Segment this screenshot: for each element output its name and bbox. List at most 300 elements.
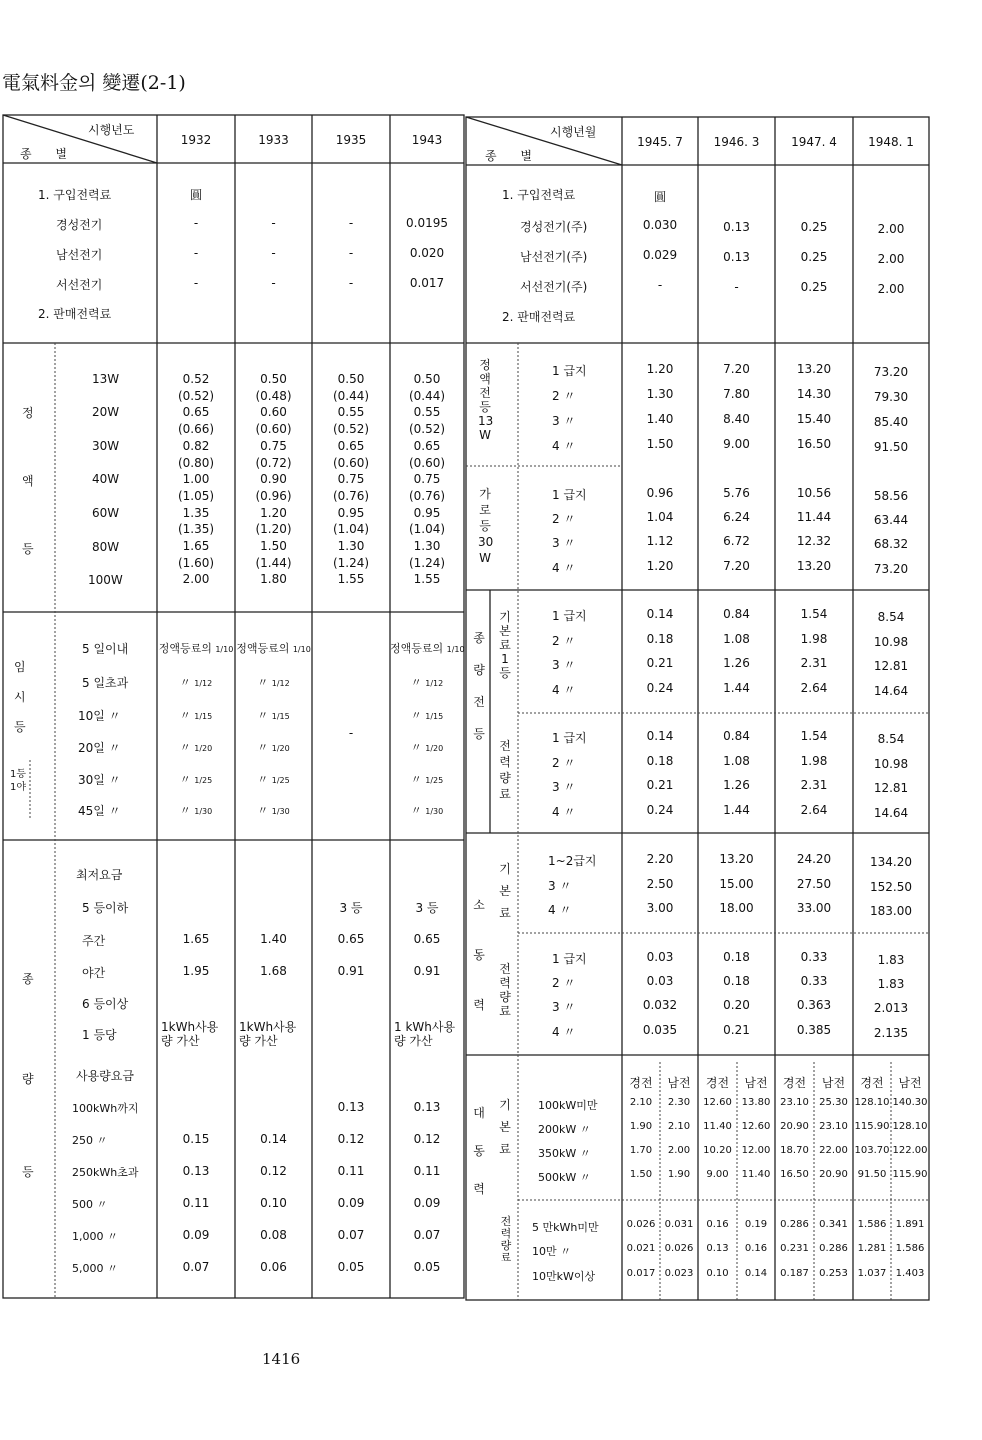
temp-rate-text: 〃 (179, 709, 195, 722)
temp-rate-fraction: 1/30 (271, 807, 290, 816)
rate-cell: 12.00 (741, 1145, 771, 1156)
rate-cell: 0.84 (723, 607, 750, 621)
rate-cell: 1.20 (646, 362, 674, 376)
flat-rate-cell: 0.65 (413, 438, 441, 453)
cell: - (193, 276, 199, 290)
temp-label: 30일 〃 (78, 773, 121, 787)
rate-cell: 1.98 (800, 632, 828, 646)
rate-cell: 11.40 (703, 1121, 732, 1132)
company-header: 경전 (705, 1076, 730, 1090)
flat-rate-cell: (0.96) (255, 488, 292, 503)
temp-rate-text: 〃 (410, 709, 426, 722)
rate-cell: 0.286 (780, 1219, 809, 1230)
temp-rate-cell (235, 771, 312, 787)
rate-cell: 0.023 (664, 1268, 694, 1279)
flat-rate-cell: (0.72) (255, 455, 292, 470)
flat-rate-cell: 1.55 (337, 572, 365, 587)
cell: 0.25 (800, 280, 828, 294)
flat-rate-cell: 0.52 (182, 372, 210, 386)
flat-rate-cell: (0.60) (332, 455, 370, 470)
metered-label: 주간 (82, 934, 106, 948)
rate-cell: 16.50 (780, 1169, 809, 1180)
flat-rate-cell: (0.66) (177, 422, 215, 437)
flat-rate-cell: 0.65 (182, 405, 210, 420)
temp-rate-cell (235, 707, 312, 723)
rate-cell: 10.98 (873, 635, 909, 649)
company-label: 경성전기 (56, 218, 103, 232)
rate-cell: 1.83 (877, 977, 905, 991)
date-header: 1948. 1 (868, 135, 914, 149)
side-label: 대동력 (473, 1106, 485, 1196)
unit-label: 圓 (653, 190, 666, 204)
rate-cell: 0.16 (744, 1243, 768, 1254)
flat-rate-cell: 1.00 (182, 472, 210, 487)
rate-cell: 1.40 (646, 412, 674, 426)
rate-cell: 122.00 (892, 1145, 928, 1156)
temp-rate-fraction: 1/25 (425, 776, 444, 785)
grade-label: 2 〃 (552, 976, 576, 990)
rate-cell: 63.44 (873, 513, 909, 527)
temp-label: 10일 〃 (78, 709, 121, 723)
flat-rate-cell: 0.65 (337, 438, 365, 453)
flat-rate-cell: 0.50 (413, 372, 441, 386)
flat-rate-cell: (1.44) (255, 555, 292, 570)
temp-rate-fraction: 1/15 (271, 712, 290, 721)
metered-label: 5,000 〃 (72, 1262, 118, 1275)
flat-rate-cell: (1.35) (177, 522, 215, 537)
rate-cell: 115.90 (892, 1169, 928, 1180)
metered-cell: 0.65 (337, 932, 365, 946)
rate-cell: 1.586 (895, 1243, 925, 1254)
side-label: 가로등 30 W (478, 487, 494, 565)
flat-rate-cell: (1.04) (332, 522, 370, 537)
year-header: 1935 (335, 133, 367, 147)
flat-rate-cell: (0.48) (255, 388, 292, 403)
temp-rate-fraction: 1/10 (446, 645, 465, 654)
rate-cell: 152.50 (870, 880, 912, 894)
rate-cell: 2.31 (800, 778, 828, 792)
temp-rate-fraction: 1/20 (194, 744, 213, 753)
metered-label: 최저요금 (76, 868, 123, 882)
section-title: 2. 판매전력료 (502, 310, 576, 324)
metered-label: 1 등당 (82, 1028, 117, 1042)
temp-rate-text: 정액등료의 (236, 642, 293, 655)
grade-label: 4 〃 (552, 1025, 576, 1039)
rate-cell: 12.32 (796, 534, 832, 548)
grade-label: 1 급지 (552, 952, 587, 966)
rate-cell: 0.286 (819, 1243, 848, 1254)
grade-label: 3 〃 (552, 414, 576, 428)
sub-label: 전력량료 (499, 739, 511, 801)
metered-cell: 1.95 (182, 964, 210, 978)
temp-label: 45일 〃 (78, 804, 121, 818)
rate-cell: 0.33 (800, 950, 828, 964)
company-header: 남전 (667, 1076, 691, 1090)
rate-cell: 1.30 (646, 387, 674, 401)
side-label: 량 (22, 1072, 34, 1086)
metered-label: 1,000 〃 (72, 1230, 118, 1243)
capacity-label: 500kW 〃 (538, 1171, 591, 1184)
metered-cell: 0.12 (413, 1132, 441, 1146)
rate-cell: 0.341 (819, 1219, 848, 1230)
metered-cell: 0.11 (337, 1164, 365, 1178)
usage-label: 5 만kWh미만 (532, 1221, 599, 1234)
rate-cell: 13.20 (719, 852, 754, 866)
rate-cell: 1.50 (629, 1169, 653, 1180)
side-label: 임 (14, 660, 26, 674)
metered-cell: 0.13 (182, 1164, 210, 1178)
rate-cell: 5.76 (723, 486, 750, 500)
flat-rate-cell: (1.60) (177, 555, 215, 570)
sub-label: 기본료 (499, 1098, 511, 1156)
rate-cell: 2.64 (800, 803, 828, 817)
rate-cell: 15.40 (796, 412, 832, 426)
grade-label: 3 〃 (552, 536, 576, 550)
rate-cell: 115.90 (854, 1121, 890, 1132)
usage-label: 10만 〃 (532, 1245, 572, 1258)
cell: - (657, 278, 663, 292)
temp-rate-fraction: 1/12 (271, 679, 290, 688)
temp-rate-fraction: 1/25 (194, 776, 213, 785)
rate-cell: 12.60 (703, 1097, 732, 1108)
temp-rate-fraction: 1/20 (271, 744, 290, 753)
grade-label: 4 〃 (548, 903, 572, 917)
temp-rate-fraction: 1/12 (425, 679, 444, 688)
flat-rate-cell: 1.80 (260, 572, 287, 587)
rate-cell: 1.403 (895, 1268, 925, 1279)
date-header: 1947. 4 (791, 135, 837, 149)
temp-rate-fraction: 1/20 (425, 744, 444, 753)
usage-label: 10만kW이상 (532, 1270, 596, 1283)
rate-cell: 0.21 (646, 778, 674, 792)
temp-rate-text: 〃 (257, 773, 272, 786)
year-header: 1932 (180, 133, 212, 147)
cell: 0.13 (723, 220, 750, 234)
flat-rate-cell: 1.55 (413, 572, 441, 587)
rate-cell: 128.10 (854, 1097, 890, 1108)
flat-rate-cell: (0.60) (255, 422, 292, 437)
temp-rate-fraction: 1/10 (292, 645, 311, 654)
cell: 2.00 (877, 252, 905, 266)
rate-cell: 1.586 (857, 1219, 887, 1230)
cell: 2.00 (877, 222, 905, 236)
flat-rate-cell: 0.82 (182, 438, 210, 453)
company-label: 남선전기(주) (520, 250, 588, 264)
grade-label: 4 〃 (552, 561, 576, 575)
rate-cell: 73.20 (873, 562, 909, 576)
metered-cell: 0.13 (337, 1100, 365, 1114)
rate-cell: 7.80 (723, 387, 750, 401)
rate-cell: 0.231 (780, 1243, 809, 1254)
rate-cell: 0.14 (744, 1268, 768, 1279)
metered-cell: 0.12 (337, 1132, 365, 1146)
temp-rate-text: 정액등료의 (390, 642, 447, 655)
rate-cell: 0.19 (744, 1219, 768, 1230)
rate-cell: 0.026 (626, 1219, 656, 1230)
metered-cell: 0.14 (260, 1132, 287, 1146)
rate-cell: 1.90 (629, 1121, 653, 1132)
rate-cell: 85.40 (873, 415, 909, 429)
rate-cell: 14.64 (873, 684, 909, 698)
rate-cell: 1.70 (629, 1145, 653, 1156)
rate-cell: 1.08 (723, 632, 750, 646)
temp-rate-fraction: 1/15 (425, 712, 444, 721)
temp-rate-cell (157, 640, 235, 656)
rate-cell: 25.30 (819, 1097, 848, 1108)
rate-cell: 20.90 (780, 1121, 809, 1132)
side-note: 1등 1야 (10, 769, 27, 793)
metered-cell: 0.10 (260, 1196, 287, 1210)
metered-label: 6 등이상 (82, 997, 129, 1011)
temp-rate-text: 〃 (257, 709, 272, 722)
flat-rate-cell: 1.30 (337, 539, 365, 553)
section-title: 1. 구입전력료 (38, 188, 112, 202)
dash-cell: - (348, 726, 354, 740)
rate-cell: 3.00 (646, 901, 674, 915)
flat-rate-cell: 0.55 (413, 405, 441, 420)
rate-cell: 0.253 (819, 1268, 848, 1279)
rate-cell: 6.72 (723, 534, 750, 548)
rate-cell: 0.363 (796, 998, 832, 1012)
side-label: 등 (22, 1165, 34, 1179)
cell: - (348, 216, 354, 230)
rate-cell: 1.54 (800, 607, 828, 621)
cell: 0.25 (800, 220, 828, 234)
temp-rate-cell (390, 707, 464, 723)
flat-rate-cell: (0.52) (332, 422, 370, 437)
left-corner-top: 시행년도 (88, 123, 135, 137)
metered-cell: 0.07 (182, 1260, 210, 1274)
side-label: 시 (14, 690, 26, 704)
temp-rate-cell (157, 674, 235, 690)
side-label: 종량전등 (473, 631, 485, 741)
company-label: 서선전기 (56, 278, 103, 292)
rate-cell: 16.50 (796, 437, 832, 451)
metered-label: 250 〃 (72, 1134, 108, 1147)
grade-label: 2 〃 (552, 389, 576, 403)
temp-rate-cell (157, 802, 235, 818)
metered-cell: 0.11 (182, 1196, 210, 1210)
company-header: 경전 (629, 1076, 653, 1090)
grade-label: 1 급지 (552, 488, 587, 502)
flat-rate-cell: 2.00 (182, 572, 210, 587)
temp-rate-text: 〃 (179, 741, 195, 754)
rate-cell: 1.44 (723, 803, 750, 817)
rate-cell: 10.56 (796, 486, 832, 500)
flat-rate-cell: 1.20 (260, 505, 287, 520)
rate-cell: 0.13 (706, 1243, 729, 1254)
cell: 2.00 (877, 282, 905, 296)
cell: 0.017 (409, 276, 445, 290)
temp-label: 20일 〃 (78, 741, 121, 755)
temp-rate-text: 〃 (410, 741, 426, 754)
company-header: 남전 (898, 1076, 922, 1090)
temp-rate-text: 〃 (257, 804, 272, 817)
metered-cell: 1.40 (260, 932, 287, 946)
rate-cell: 14.64 (873, 806, 909, 820)
flat-rate-cell: (1.20) (255, 522, 292, 537)
rate-cell: 15.00 (719, 877, 754, 891)
grade-label: 1 급지 (552, 364, 587, 378)
flat-rate-cell: 0.60 (260, 405, 287, 420)
rate-cell: 7.20 (723, 559, 750, 573)
temp-rate-cell (235, 640, 312, 656)
cell: - (271, 246, 276, 260)
metered-cell: 0.07 (337, 1228, 365, 1242)
rate-cell: 0.18 (723, 950, 750, 964)
rate-cell: 183.00 (870, 904, 912, 918)
capacity-label: 350kW 〃 (538, 1147, 591, 1160)
flat-rate-cell: 1.30 (413, 539, 441, 553)
cell: 0.13 (723, 250, 750, 264)
rate-cell: 0.96 (646, 486, 674, 500)
rate-cell: 1.04 (646, 510, 674, 524)
rate-cell: 12.60 (741, 1121, 771, 1132)
rate-cell: 1.26 (723, 656, 750, 670)
cell: 0.030 (642, 218, 678, 232)
flat-rate-cell: 0.75 (337, 472, 365, 487)
cell: - (348, 276, 354, 290)
date-header: 1945. 7 (637, 135, 683, 149)
rate-cell: 12.81 (873, 781, 909, 795)
side-label: 소동력 (473, 898, 485, 1012)
cell: - (271, 216, 276, 230)
page-title: 電氣料金의 變遷(2-1) (2, 72, 186, 94)
flat-rate-cell: 0.50 (260, 372, 287, 386)
flat-rate-cell: (0.80) (177, 455, 215, 470)
rate-cell: 10.20 (703, 1145, 732, 1156)
side-label: 등 (22, 542, 34, 556)
rate-cell: 0.03 (646, 950, 674, 964)
wattage-label: 20W (92, 405, 120, 419)
company-header: 남전 (744, 1076, 768, 1090)
rate-cell: 0.032 (642, 998, 678, 1012)
wattage-label: 40W (92, 472, 120, 486)
flat-rate-cell: 0.55 (337, 405, 365, 420)
rate-cell: 103.70 (854, 1145, 890, 1156)
metered-cell: 0.08 (260, 1228, 287, 1242)
metered-label: 5 등이하 (82, 901, 129, 915)
sub-label: 기본료 (499, 862, 511, 920)
rate-cell: 0.18 (646, 632, 674, 646)
cell: - (193, 216, 199, 230)
right-corner-bottom: 종 별 (485, 149, 542, 163)
rate-cell: 2.20 (646, 852, 674, 866)
flat-rate-cell: (0.76) (408, 488, 446, 503)
company-label: 남선전기 (56, 248, 103, 262)
flat-rate-cell: (1.24) (332, 555, 370, 570)
metered-label: 야간 (82, 966, 106, 980)
flat-rate-cell: 0.90 (260, 472, 287, 487)
rate-cell: 134.20 (870, 855, 912, 869)
rate-cell: 0.18 (646, 754, 674, 768)
year-header: 1943 (411, 133, 443, 147)
temp-rate-text: 〃 (410, 773, 426, 786)
metered-cell: 1.68 (260, 964, 287, 978)
rate-cell: 0.21 (646, 656, 674, 670)
metered-cell: 0.65 (413, 932, 441, 946)
rate-cell: 0.031 (664, 1219, 694, 1230)
metered-cell: 1.65 (182, 932, 210, 946)
side-label: 정 (22, 406, 34, 420)
temp-rate-text: 〃 (257, 741, 272, 754)
section-title: 2. 판매전력료 (38, 307, 112, 321)
flat-rate-cell: (1.05) (177, 488, 215, 503)
temp-rate-cell (235, 802, 312, 818)
wattage-label: 30W (92, 439, 120, 453)
rate-cell: 1.83 (877, 953, 905, 967)
metered-cell: 3 등 (339, 901, 363, 915)
temp-rate-cell (390, 640, 464, 656)
company-label: 서선전기(주) (520, 280, 588, 294)
rate-cell: 10.98 (873, 757, 909, 771)
rate-cell: 0.187 (780, 1268, 809, 1279)
metered-cell: 3 등 (415, 901, 439, 915)
rate-cell: 1.26 (723, 778, 750, 792)
grade-label: 3 〃 (552, 658, 576, 672)
temp-rate-cell (157, 707, 235, 723)
sub-label: 전력량료 (500, 1215, 512, 1264)
rate-cell: 0.03 (646, 974, 674, 988)
rate-cell: 22.00 (819, 1145, 848, 1156)
rate-cell: 9.00 (723, 437, 750, 451)
temp-rate-text: 〃 (179, 773, 195, 786)
flat-rate-cell: 0.50 (337, 372, 365, 386)
rate-cell: 9.00 (706, 1169, 729, 1180)
cell: - (193, 246, 199, 260)
grade-label: 2 〃 (552, 756, 576, 770)
rate-cell: 79.30 (873, 390, 909, 404)
side-label: 액 (22, 474, 34, 488)
rate-cell: 0.14 (646, 607, 674, 621)
rate-cell: 2.00 (667, 1145, 691, 1156)
rate-cell: 2.10 (667, 1121, 691, 1132)
cell: 0.25 (800, 250, 828, 264)
rate-cell: 58.56 (873, 489, 909, 503)
rate-cell: 0.385 (796, 1023, 832, 1037)
temp-rate-cell (390, 771, 464, 787)
rate-cell: 18.70 (780, 1145, 809, 1156)
temp-rate-fraction: 1/30 (425, 807, 444, 816)
metered-cell: 0.05 (413, 1260, 441, 1274)
rate-cell: 14.30 (796, 387, 832, 401)
rate-cell: 8.40 (723, 412, 750, 426)
capacity-label: 100kW미만 (538, 1099, 598, 1112)
rate-cell: 1.20 (646, 559, 674, 573)
metered-cell: 0.07 (413, 1228, 441, 1242)
metered-label: 100kWh까지 (72, 1102, 139, 1115)
grade-label: 1~2급지 (548, 854, 597, 868)
metered-cell: 0.09 (337, 1196, 365, 1210)
metered-cell: 0.12 (260, 1164, 287, 1178)
metered-cell: 1 kWh사용 량 가산 (394, 1020, 456, 1048)
company-header: 경전 (782, 1076, 807, 1090)
metered-cell: 0.15 (182, 1132, 210, 1146)
metered-cell: 0.91 (413, 964, 441, 978)
rate-cell: 1.90 (667, 1169, 691, 1180)
rate-cell: 2.135 (873, 1026, 909, 1040)
flat-rate-cell: 0.75 (260, 438, 287, 453)
temp-rate-text: 〃 (179, 804, 195, 817)
flat-rate-cell: (1.24) (408, 555, 446, 570)
temp-rate-fraction: 1/10 (215, 645, 234, 654)
rate-cell: 0.24 (646, 681, 674, 695)
rate-cell: 0.33 (800, 974, 828, 988)
rate-cell: 0.10 (706, 1268, 729, 1279)
temp-rate-cell (157, 739, 235, 755)
page-number: 1416 (262, 1350, 301, 1368)
rate-cell: 1.54 (800, 729, 828, 743)
